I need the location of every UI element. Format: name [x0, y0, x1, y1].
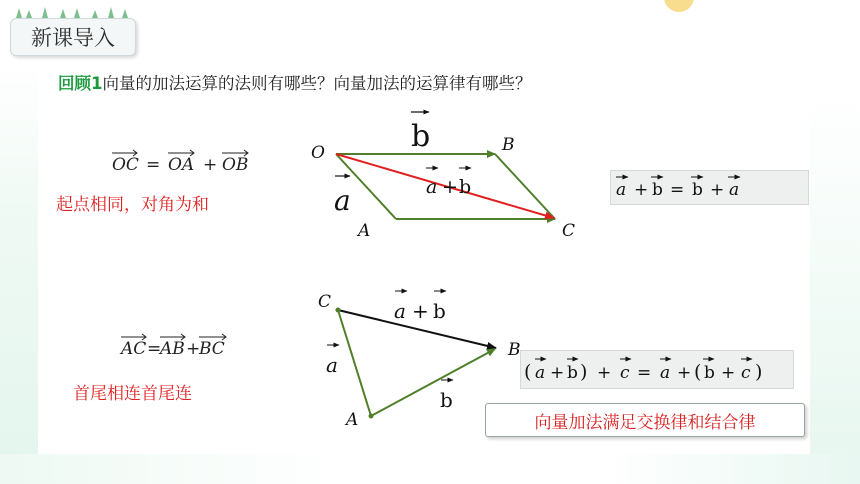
assoc-lparen2: ( [694, 361, 702, 383]
vector-ca [338, 310, 371, 416]
conclusion-box: 向量加法满足交换律和结合律 [485, 403, 805, 437]
comm-plus2: + [710, 180, 725, 200]
assoc-b2: b [704, 363, 715, 383]
formula-equals: = [146, 155, 161, 175]
label-a: a [334, 184, 351, 217]
label-sum-b: b [459, 176, 472, 198]
assoc-c2: c [741, 363, 751, 383]
assoc-a2: a [660, 363, 671, 383]
assoc-b: b [567, 363, 578, 383]
comm-plus1: + [634, 180, 649, 200]
label-sum-plus: + [442, 176, 458, 198]
parallelogram-rule: 起点相同，对角为和 [56, 195, 209, 215]
assoc-plus1: + [550, 363, 565, 383]
assoc-c: c [620, 363, 630, 383]
point-o: O [311, 143, 325, 163]
assoc-rparen2: ) [755, 361, 763, 383]
assoc-eq: = [637, 363, 652, 383]
parallelogram-formula [112, 150, 248, 175]
triangle-rule: 首尾相连首尾连 [73, 384, 192, 404]
parallelogram-diagram [311, 112, 575, 241]
question-tag: 回顾1 [58, 74, 103, 93]
tri-sum-plus: + [412, 299, 429, 323]
formula-ob: OB [222, 155, 249, 175]
tri-sum-b: b [433, 299, 446, 323]
tri-sum-a: a [394, 299, 406, 323]
tri-point-b: B [508, 340, 521, 360]
question-text: 向量的加法运算的法则有哪些？向量加法的运算律有哪些？ [102, 74, 532, 93]
label-b: b [411, 119, 431, 154]
assoc-a: a [535, 363, 546, 383]
formula2-equals: = [147, 339, 162, 359]
tri-point-a: A [346, 410, 359, 430]
assoc-plus4: + [721, 363, 736, 383]
tri-label-a: a [326, 353, 338, 377]
formula-oc: OC [112, 155, 139, 175]
formula-oa: OA [168, 155, 195, 175]
point-c: C [562, 221, 576, 241]
assoc-rparen: ) [580, 361, 588, 383]
assoc-plus3: + [677, 363, 692, 383]
comm-b2: b [692, 180, 703, 200]
associative-law [524, 359, 762, 383]
formula-bc: BC [199, 339, 225, 359]
triangle-diagram [318, 291, 521, 430]
section-title: 新课导入 [10, 18, 136, 56]
label-sum-a: a [426, 176, 438, 198]
formula2-plus: + [186, 339, 201, 359]
tri-point-c: C [318, 292, 332, 312]
formula-ac: AC [121, 339, 147, 359]
point-b: B [502, 135, 515, 155]
triangle-formula [119, 334, 226, 359]
point-a: A [358, 221, 371, 241]
comm-eq: = [670, 180, 685, 200]
vector-ab [371, 349, 495, 416]
commutative-law [616, 177, 740, 200]
tri-label-b: b [440, 388, 453, 412]
comm-a2: a [729, 180, 740, 200]
comm-b1: b [652, 180, 663, 200]
assoc-plus2: + [597, 363, 612, 383]
formula-plus: + [203, 155, 218, 175]
formula-ab: AB [160, 339, 185, 359]
comm-a1: a [616, 180, 627, 200]
assoc-lparen: ( [524, 361, 532, 383]
